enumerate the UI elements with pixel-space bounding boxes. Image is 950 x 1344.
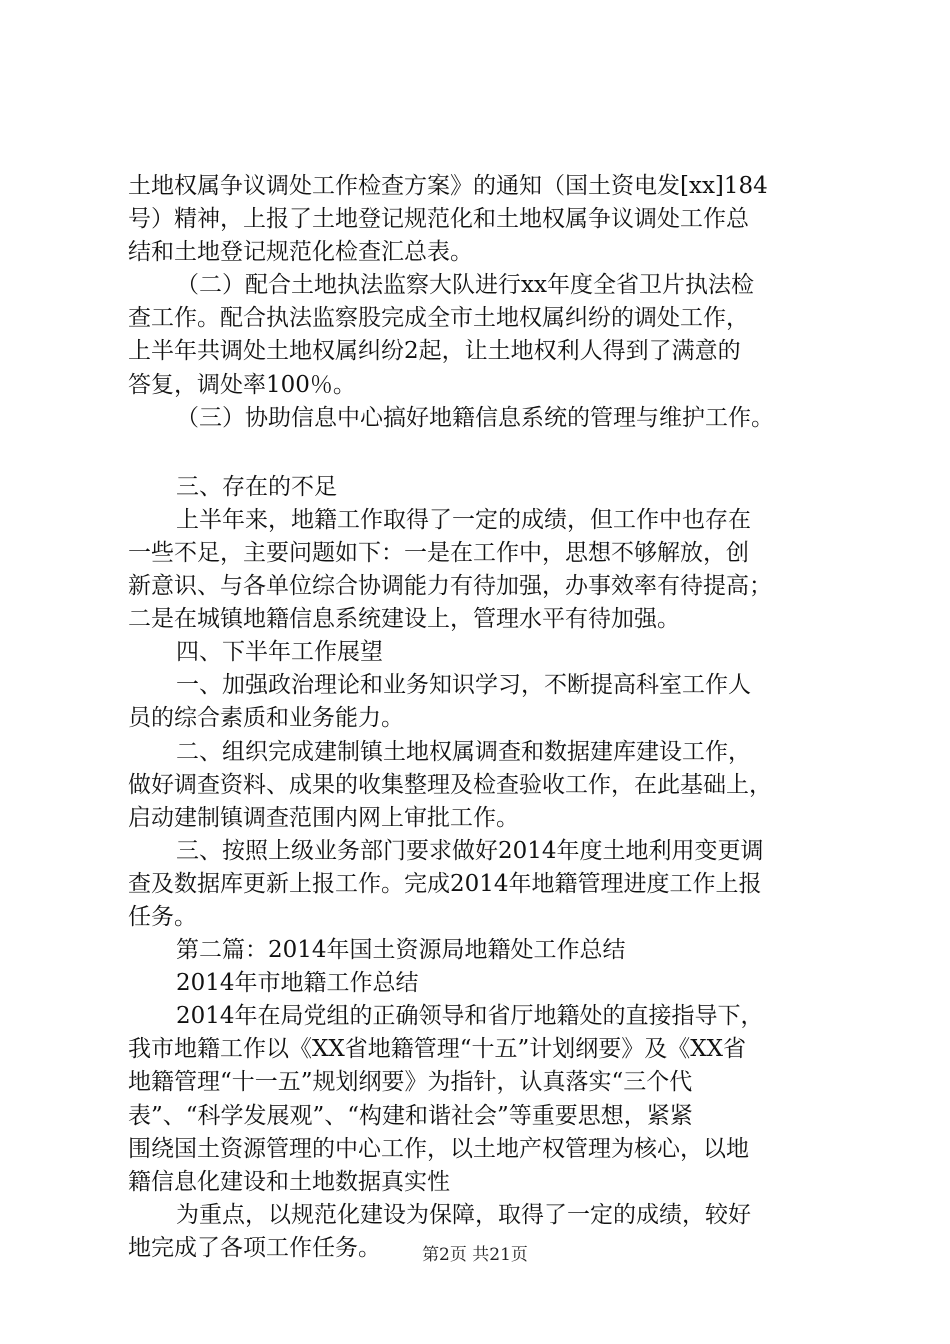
text-line: 新意识、与各单位综合协调能力有待加强，办事效率有待提高；	[128, 573, 772, 600]
text-line: 启动建制镇调查范围内网上审批工作。	[128, 804, 519, 831]
text-line: 地籍管理“十一五”规划纲要》为指针，认真落实“三个代	[128, 1069, 693, 1096]
text-line: 2014年在局党组的正确领导和省厅地籍处的直接指导下，	[176, 1003, 764, 1030]
section-heading: 2014年市地籍工作总结	[176, 970, 419, 997]
section-heading: 四、下半年工作展望	[176, 639, 383, 666]
text-line: 查工作。配合执法监察股完成全市土地权属纠纷的调处工作，	[128, 305, 749, 332]
section-heading: 三、存在的不足	[176, 473, 337, 500]
text-line: 二是在城镇地籍信息系统建设上，管理水平有待加强。	[128, 606, 680, 633]
text-line: （三）协助信息中心搞好地籍信息系统的管理与维护工作。	[176, 404, 774, 431]
text-line: 一、加强政治理论和业务知识学习，不断提高科室工作人	[176, 672, 751, 699]
text-line: 做好调查资料、成果的收集整理及检查验收工作，在此基础上，	[128, 771, 772, 798]
text-line: 土地权属争议调处工作检查方案》的通知（国土资电发[xx]184	[128, 173, 768, 199]
text-line: 任务。	[128, 903, 197, 930]
text-line: 号）精神，上报了土地登记规范化和土地权属争议调处工作总	[128, 206, 749, 233]
section-heading: 第二篇：2014年国土资源局地籍处工作总结	[176, 937, 626, 964]
text-line: 表”、“科学发展观”、“构建和谐社会”等重要思想，紧紧	[128, 1102, 693, 1129]
text-line: 我市地籍工作以《XX省地籍管理“十五”计划纲要》及《XX省	[128, 1036, 747, 1063]
text-line: 三、按照上级业务部门要求做好2014年度土地利用变更调	[176, 837, 764, 864]
text-line: 上半年共调处土地权属纠纷2起，让土地权利人得到了满意的	[128, 338, 741, 365]
text-line: 一些不足，主要问题如下：一是在工作中，思想不够解放，创	[128, 539, 749, 566]
text-line: 答复，调处率100％。	[128, 371, 356, 398]
text-line: 上半年来，地籍工作取得了一定的成绩，但工作中也存在	[176, 506, 751, 533]
text-line: 围绕国土资源管理的中心工作，以土地产权管理为核心，以地	[128, 1135, 749, 1162]
page-number-footer: 第2页 共21页	[422, 1245, 528, 1265]
text-line: 籍信息化建设和土地数据真实性	[128, 1168, 450, 1195]
text-line: 结和土地登记规范化检查汇总表。	[128, 239, 473, 266]
text-line: 员的综合素质和业务能力。	[128, 705, 404, 732]
text-line: 二、组织完成建制镇土地权属调查和数据建库建设工作，	[176, 738, 751, 765]
paragraph-gap	[128, 435, 840, 471]
text-line: 地完成了各项工作任务。	[128, 1234, 381, 1261]
document-body	[128, 170, 840, 1265]
text-line: （二）配合土地执法监察大队进行xx年度全省卫片执法检	[176, 272, 754, 299]
text-line: 为重点，以规范化建设为保障，取得了一定的成绩，较好	[176, 1201, 751, 1228]
text-line: 查及数据库更新上报工作。完成2014年地籍管理进度工作上报	[128, 870, 762, 897]
